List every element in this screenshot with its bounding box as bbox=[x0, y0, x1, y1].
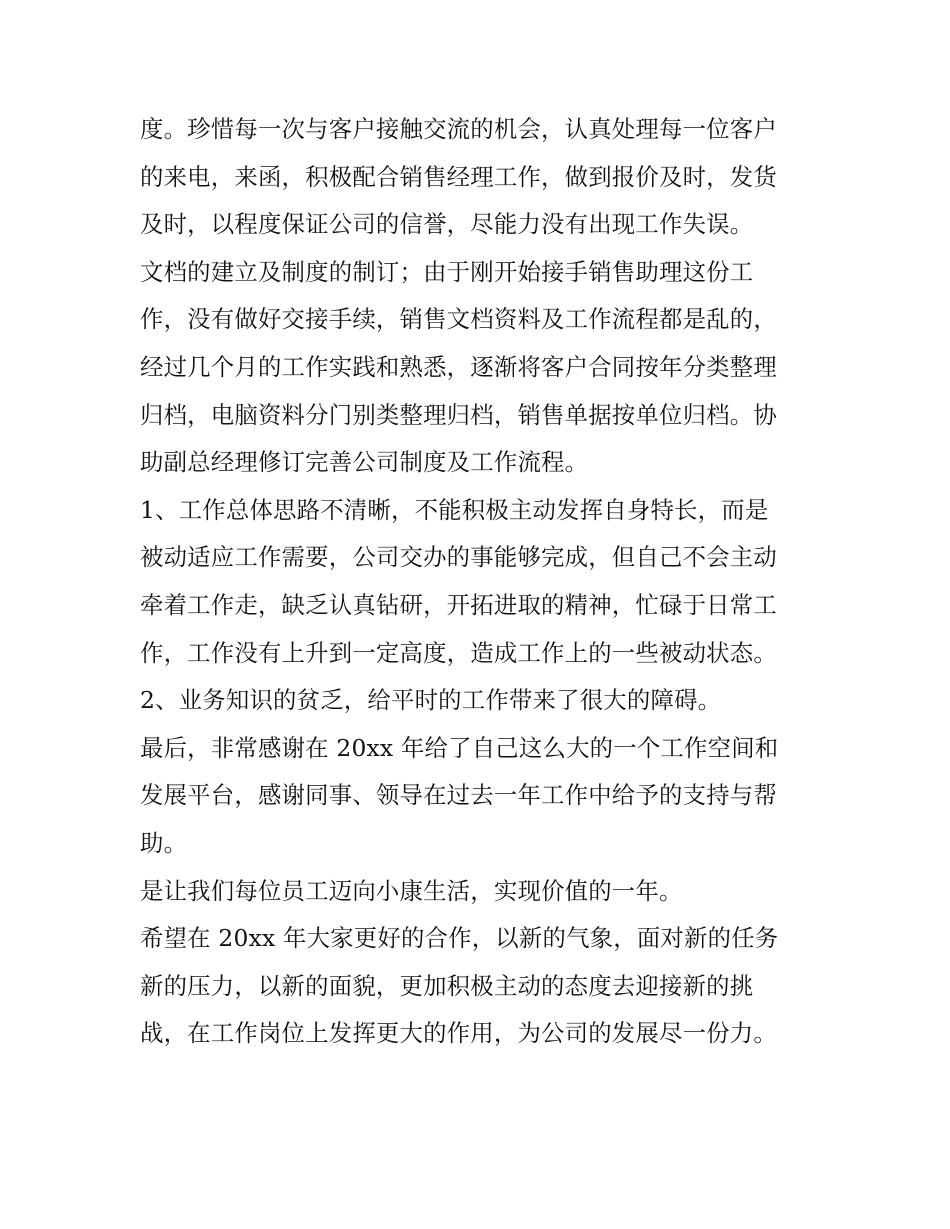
text-line: 发展平台，感谢同事、领导在过去一年工作中给予的支持与帮 bbox=[140, 781, 777, 810]
text-line: 的来电，来函，积极配合销售经理工作，做到报价及时，发货 bbox=[140, 162, 777, 191]
text-line: 经过几个月的工作实践和熟悉，逐渐将客户合同按年分类整理 bbox=[140, 352, 777, 381]
text-line: 战，在工作岗位上发挥更大的作用，为公司的发展尽一份力。 bbox=[140, 1019, 777, 1048]
text-line: 助副总经理修订完善公司制度及工作流程。 bbox=[140, 448, 589, 477]
body-text bbox=[140, 106, 820, 1058]
text-line: 最后，非常感谢在 20xx 年给了自己这么大的一个工作空间和 bbox=[140, 733, 779, 762]
text-line: 新的压力，以新的面貌，更加积极主动的态度去迎接新的挑 bbox=[140, 971, 754, 1000]
text-line: 助。 bbox=[140, 828, 188, 857]
text-line: 是让我们每位员工迈向小康生活，实现价值的一年。 bbox=[140, 876, 683, 905]
text-line: 度。珍惜每一次与客户接触交流的机会，认真处理每一位客户 bbox=[140, 115, 777, 143]
text-line: 希望在 20xx 年大家更好的合作，以新的气象，面对新的任务 bbox=[140, 924, 779, 953]
text-line: 被动适应工作需要，公司交办的事能够完成，但自己不会主动 bbox=[140, 543, 777, 572]
text-line: 牵着工作走，缺乏认真钻研，开拓进取的精神，忙碌于日常工 bbox=[140, 590, 777, 619]
text-line: 1、工作总体思路不清晰，不能积极主动发挥自身特长，而是 bbox=[140, 495, 769, 524]
text-line: 文档的建立及制度的制订；由于刚开始接手销售助理这份工 bbox=[140, 257, 754, 286]
text-line: 作，工作没有上升到一定高度，造成工作上的一些被动状态。 bbox=[140, 638, 777, 667]
text-line: 归档，电脑资料分门别类整理归档，销售单据按单位归档。协 bbox=[140, 400, 777, 429]
text-line: 作，没有做好交接手续，销售文档资料及工作流程都是乱的， bbox=[140, 305, 777, 334]
text-line: 2、业务知识的贫乏，给平时的工作带来了很大的障碍。 bbox=[140, 686, 722, 715]
text-line: 及时，以程度保证公司的信誉，尽能力没有出现工作失误。 bbox=[140, 210, 754, 239]
